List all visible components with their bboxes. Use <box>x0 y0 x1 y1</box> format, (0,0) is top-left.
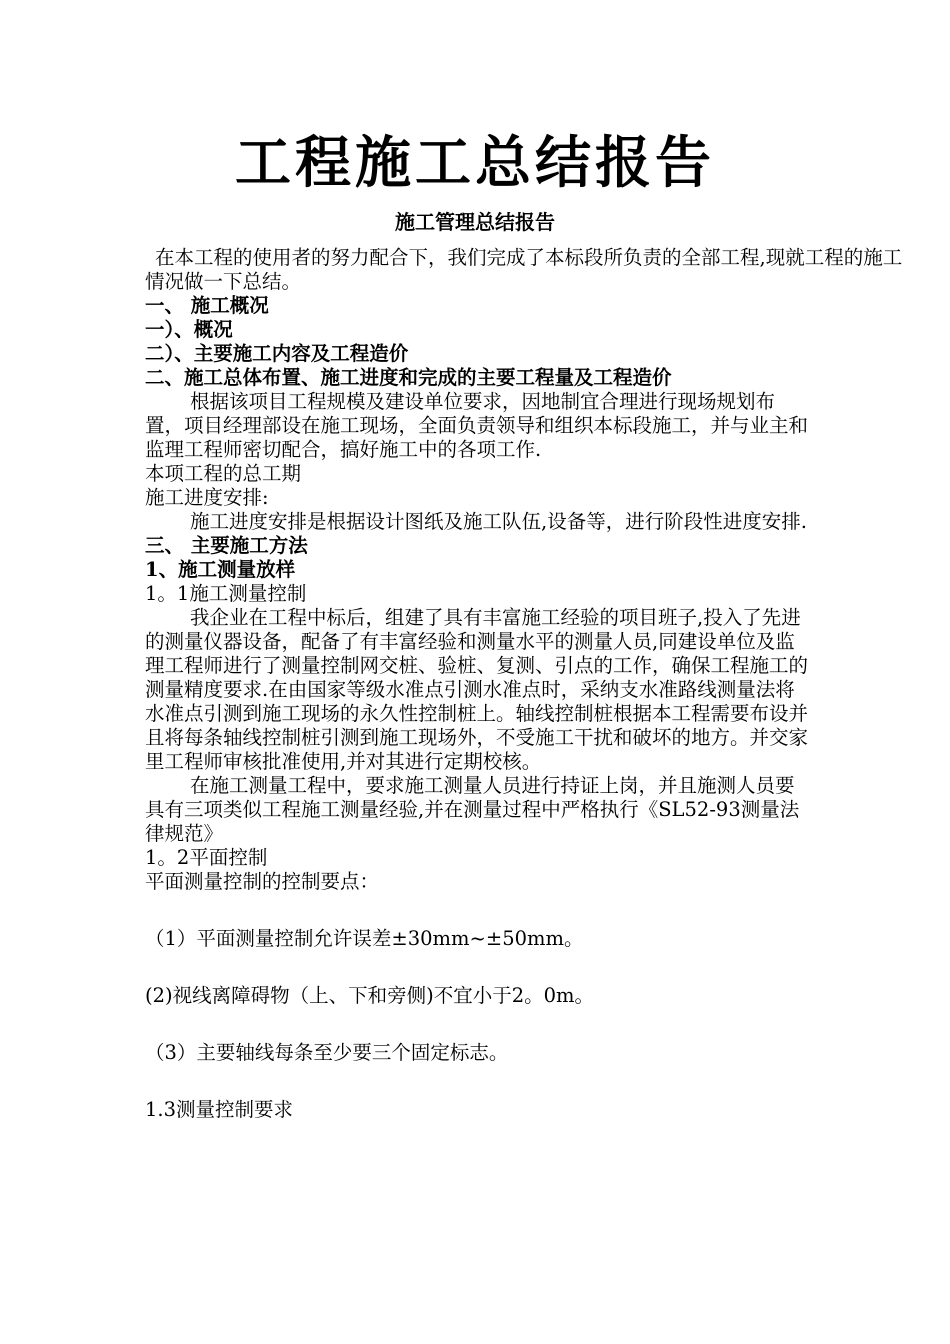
section-heading-2: 二、施工总体布置、施工进度和完成的主要工程量及工程造价 <box>145 366 672 389</box>
spacer <box>145 1008 925 1041</box>
plane-paragraph: 平面测量控制的控制要点： <box>145 870 380 893</box>
spacer <box>145 1065 925 1098</box>
subsection-heading-1-1: 一）、概况 <box>145 318 233 341</box>
subsection-heading-3-1: 1、施工测量放样 <box>145 558 296 581</box>
list-item-2: (2)视线离障碍物（上、下和旁侧)不宜小于2。0m。 <box>145 984 595 1007</box>
section-heading-3: 三、 主要施工方法 <box>145 534 308 557</box>
subsection-heading-1-2: 二）、主要施工内容及工程造价 <box>145 342 409 365</box>
survey-paragraph-2: 在施工测量工程中，要求施工测量人员进行持证上岗，并且施测人员要具有三项类似工程施工测量经验,并在测量过程中严格执行《SL52-93测量法律规范》 <box>145 774 800 845</box>
period-paragraph: 本项工程的总工期 <box>145 462 302 485</box>
list-item-1: （1）平面测量控制允许误差±30mm~±50mm。 <box>145 927 584 950</box>
intro-paragraph: 在本工程的使用者的努力配合下，我们完成了本标段所负责的全部工程,现就工程的施工情况做一下总结。 <box>145 246 903 293</box>
document-subtitle: 施工管理总结报告 <box>395 210 555 234</box>
layout-paragraph: 根据该项目工程规模及建设单位要求，因地制宜合理进行现场规划布置，项目经理部设在施工现场，全面负责领导和组织本标段施工，并与业主和监理工程师密切配合，搞好施工中的各项工作. <box>145 390 809 461</box>
document-title: 工程施工总结报告 <box>235 130 715 196</box>
list-item-3: （3）主要轴线每条至少要三个固定标志。 <box>145 1041 509 1064</box>
spacer <box>145 951 925 984</box>
document-body <box>145 246 925 1122</box>
spacer <box>145 894 925 927</box>
subsection-heading-3-1-1: 1。1施工测量控制 <box>145 582 307 605</box>
survey-paragraph-1: 我企业在工程中标后，组建了具有丰富施工经验的项目班子,投入了先进的测量仪器设备，配备了有丰富经验和测量水平的测量人员,同建设单位及监理工程师进行了测量控制网交桩、验桩、复测、引点的工作，确保工程施工的测量精度要求.在由国家等级水准点引测水准点时，采纳支水准路线测量法将水准点引测到施工现场的永久性控制桩上。轴线控制桩根据本工程需要布设并且将每条轴线控制桩引测到施工现场外，不受施工干扰和破坏的地方。并交家里工程师审核批准使用,并对其进行定期校核。 <box>145 606 809 773</box>
schedule-paragraph: 施工进度安排是根据设计图纸及施工队伍,设备等，进行阶段性进度安排. <box>190 510 807 533</box>
schedule-label: 施工进度安排: <box>145 486 269 509</box>
section-heading-1: 一、 施工概况 <box>145 294 269 317</box>
subsection-heading-3-1-3: 1.3测量控制要求 <box>145 1098 294 1121</box>
subsection-heading-3-1-2: 1。2平面控制 <box>145 846 268 869</box>
